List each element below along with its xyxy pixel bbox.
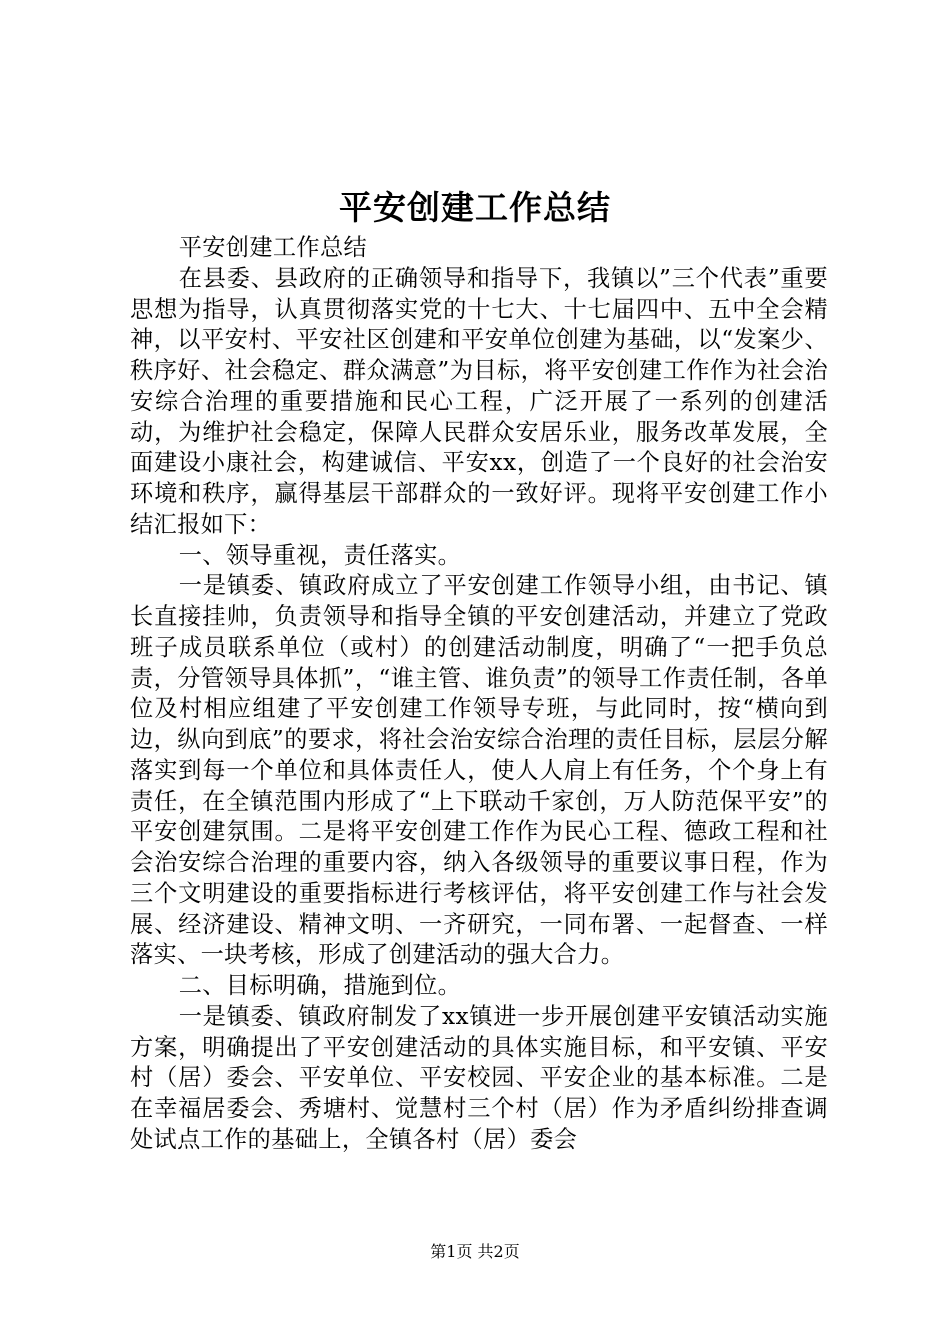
section-heading-2: 二、目标明确，措施到位。 (178, 972, 462, 999)
paragraph-intro: 在县委、县政府的正确领导和指导下，我镇以”三个代表”重要思想为指导，认真贯彻落实党的十七大、十七届四中、五中全会精神，以平安村、平安社区创建和平安单位创建为基础，以“发案少、秩序好、社会稳定、群众满意”为目标，将平安创建工作作为社会治安综合治理的重要措施和民心工程，广泛开展了一系列的创建活动，为维护社会稳定，保障人民群众安居乐业，服务改革发展，全面建设小康社会，构建诚信、平安xx，创造了一个良好的社会治安环境和秩序，赢得基层干部群众的一致好评。现将平安创建工作小结汇报如下： (130, 264, 828, 538)
document-body (130, 233, 828, 1156)
document-title: 平安创建工作总结 (339, 188, 611, 227)
section-heading-1: 一、领导重视，责任落实。 (178, 541, 462, 569)
page-number-footer: 第1页 共2页 (430, 1242, 520, 1261)
paragraph-section-1: 一是镇委、镇政府成立了平安创建工作领导小组，由书记、镇长直接挂帅，负责领导和指导全镇的平安创建活动，并建立了党政班子成员联系单位（或村）的创建活动制度，明确了“一把手负总责，分管领导具体抓”，“谁主管、谁负责”的领导工作责任制，各单位及村相应组建了平安创建工作领导专班，与此同时，按“横向到边，纵向到底”的要求，将社会治安综合治理的责任目标，层层分解落实到每一个单位和具体责任人，使人人肩上有任务，个个身上有责任，在全镇范围内形成了“上下联动千家创，万人防范保平安”的平安创建氛围。二是将平安创建工作作为民心工程、德政工程和社会治安综合治理的重要内容，纳入各级领导的重要议事日程，作为三个文明建设的重要指标进行考核评估，将平安创建工作与社会发展、经济建设、精神文明、一齐研究，一同布署、一起督查、一样落实、一块考核，形成了创建活动的强大合力。 (130, 572, 828, 969)
document-subtitle: 平安创建工作总结 (178, 234, 368, 261)
paragraph-section-2: 一是镇委、镇政府制发了xx镇进一步开展创建平安镇活动实施方案，明确提出了平安创建活动的具体实施目标，和平安镇、平安村（居）委会、平安单位、平安校园、平安企业的基本标准。二是在幸福居委会、秀塘村、觉慧村三个村（居）作为矛盾纠纷排查调处试点工作的基础上，全镇各村（居）委会 (130, 1002, 828, 1153)
